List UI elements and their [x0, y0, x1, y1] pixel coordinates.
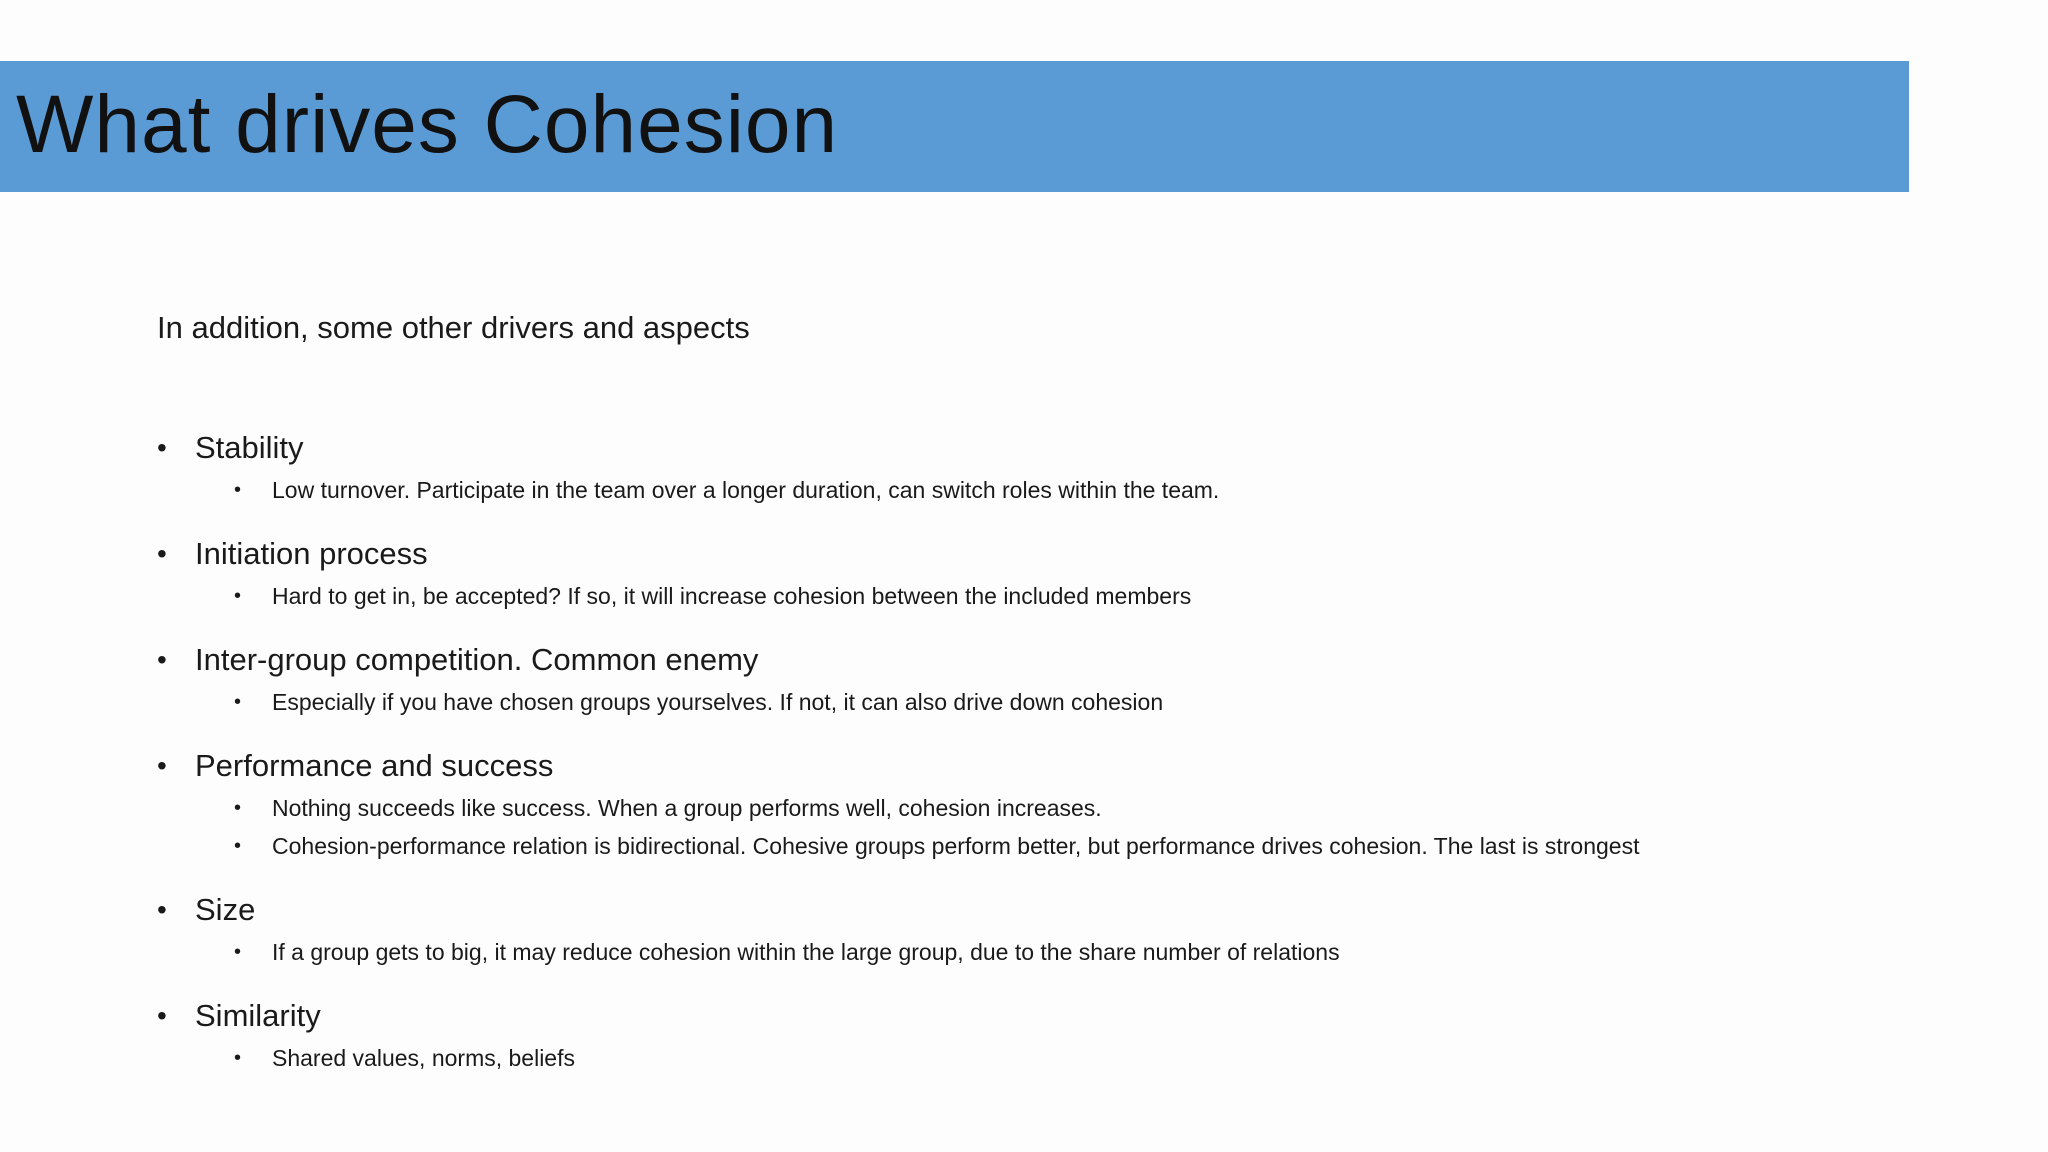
bullet-heading: Size: [195, 892, 256, 927]
sub-bullet-text: Hard to get in, be accepted? If so, it will increase cohesion between the included members: [272, 583, 1192, 609]
bullet-dot-icon: •: [157, 432, 167, 463]
sub-bullet: [234, 471, 1957, 509]
sub-bullet-text: If a group gets to big, it may reduce cohesion within the large group, due to the share number of relations: [272, 939, 1340, 965]
bullet-dot-icon: •: [157, 1000, 167, 1031]
sub-bullet-dot-icon: •: [234, 797, 242, 819]
sub-bullet: [234, 577, 1957, 615]
bullet-item-competition: [157, 637, 1957, 721]
sub-bullet: [234, 827, 1957, 865]
intro-text: In addition, some other drivers and aspects: [157, 310, 750, 345]
bullet-item-initiation: [157, 531, 1957, 615]
sub-bullet: [234, 1039, 1957, 1077]
sub-bullet-dot-icon: •: [234, 585, 242, 607]
bullet-dot-icon: •: [157, 894, 167, 925]
sub-bullet-dot-icon: •: [234, 941, 242, 963]
sub-bullet-dot-icon: •: [234, 1047, 242, 1069]
bullet-heading: Inter-group competition. Common enemy: [195, 642, 759, 677]
bullet-item-stability: [157, 425, 1957, 509]
sub-bullet-text: Low turnover. Participate in the team over a longer duration, can switch roles within the team.: [272, 477, 1220, 503]
sub-bullet-text: Shared values, norms, beliefs: [272, 1045, 575, 1071]
sub-bullet-text: Nothing succeeds like success. When a group performs well, cohesion increases.: [272, 795, 1102, 821]
bullet-dot-icon: •: [157, 750, 167, 781]
bullet-item-size: [157, 887, 1957, 971]
sub-bullet-dot-icon: •: [234, 835, 242, 857]
slide-title: What drives Cohesion: [16, 79, 839, 170]
sub-bullet-text: Especially if you have chosen groups yourselves. If not, it can also drive down cohesion: [272, 689, 1164, 715]
sub-bullet-dot-icon: •: [234, 691, 242, 713]
sub-bullet: [234, 683, 1957, 721]
bullet-heading: Performance and success: [195, 748, 554, 783]
sub-bullet: [234, 933, 1957, 971]
bullet-item-performance: [157, 743, 1957, 865]
bullet-dot-icon: •: [157, 538, 167, 569]
sub-bullet-dot-icon: •: [234, 479, 242, 501]
sub-bullet: [234, 789, 1957, 827]
bullet-heading: Similarity: [195, 998, 321, 1033]
sub-bullet-text: Cohesion-performance relation is bidirectional. Cohesive groups perform better, but performance drives cohesion. The last is strongest: [272, 833, 1640, 859]
bullet-list: [157, 425, 1957, 1099]
bullet-dot-icon: •: [157, 644, 167, 675]
bullet-heading: Initiation process: [195, 536, 428, 571]
bullet-item-similarity: [157, 993, 1957, 1077]
bullet-heading: Stability: [195, 430, 304, 465]
